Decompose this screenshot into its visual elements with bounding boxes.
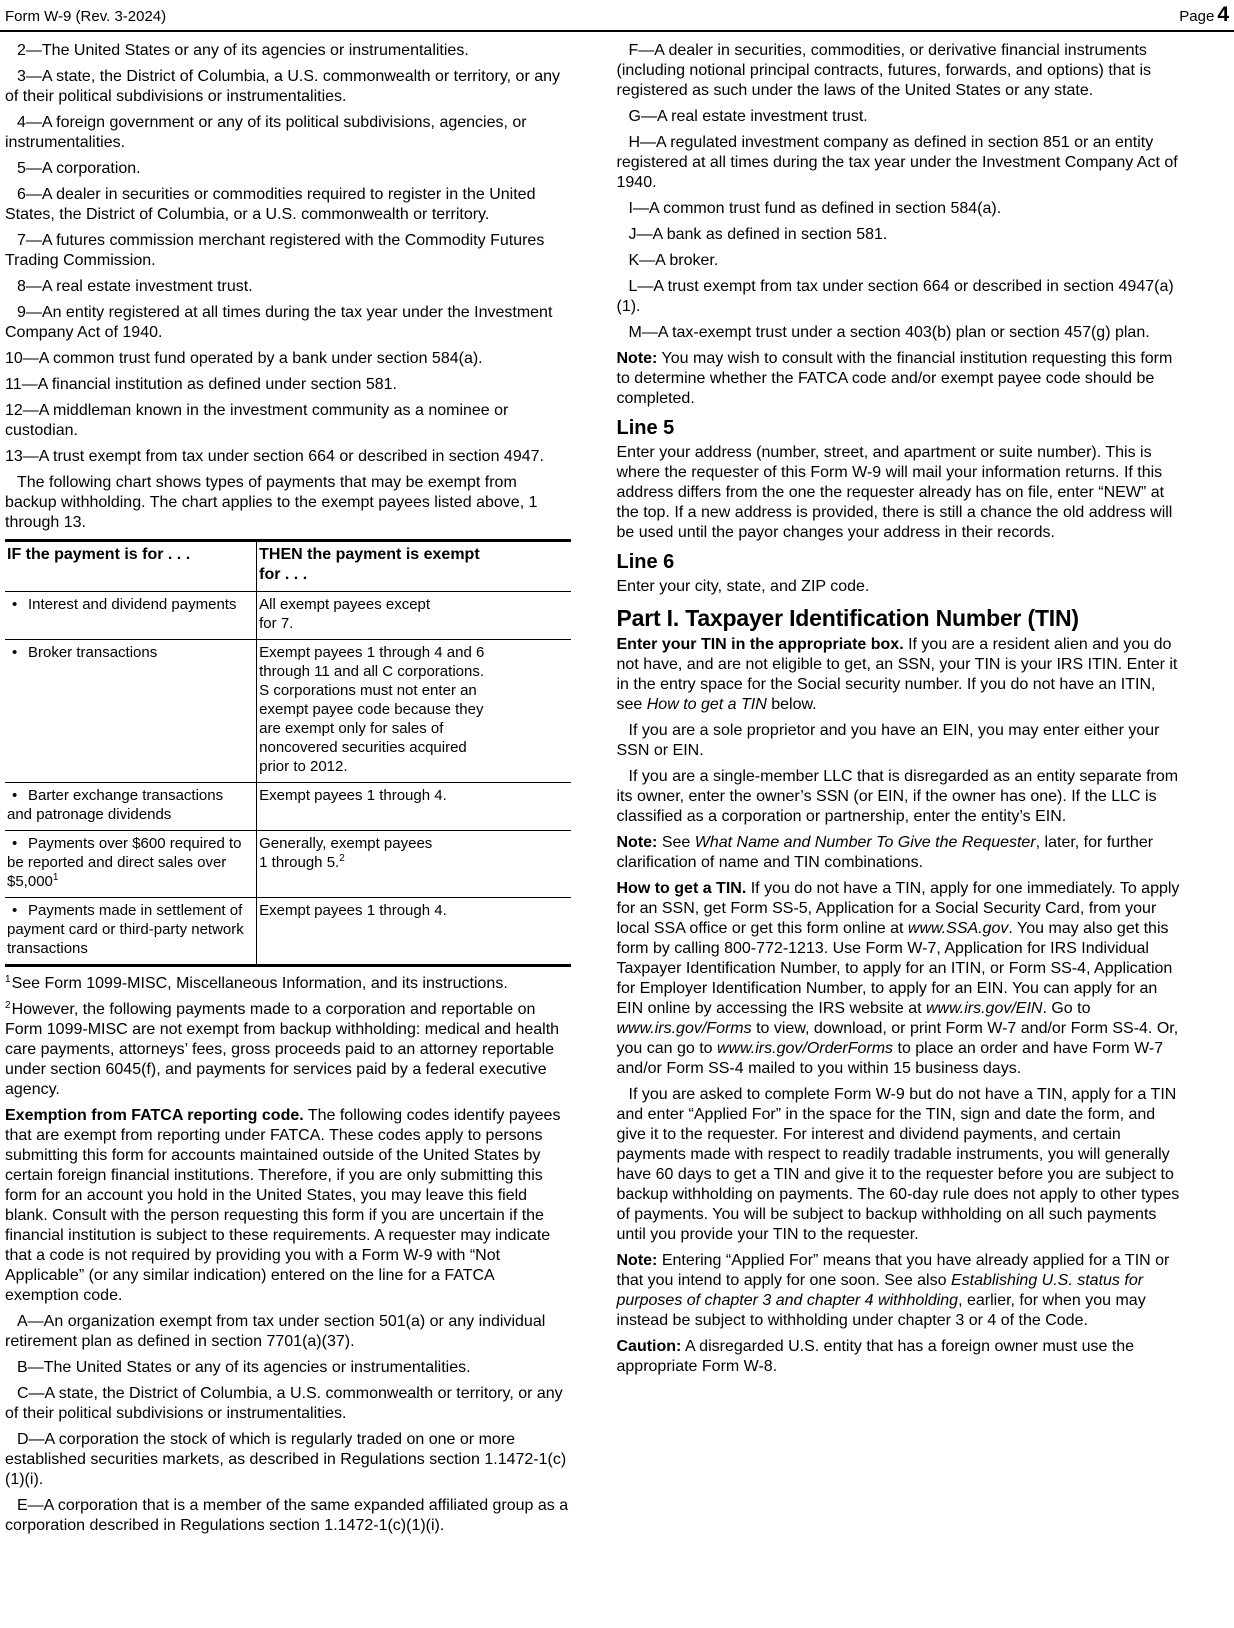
text-run: Exemption from FATCA reporting code.	[5, 1107, 304, 1124]
text-run: www.SSA.gov	[907, 920, 1009, 937]
page-label: Page	[1179, 8, 1215, 25]
text-run: 11—A financial institution as defined under section 581.	[5, 376, 397, 393]
text-run: noncovered securities acquired	[259, 739, 467, 756]
text-run: THEN the payment is exempt	[259, 546, 480, 563]
text-run: are exempt only for sales of	[259, 720, 444, 737]
text-run: Note:	[616, 1252, 658, 1269]
text-run: 1	[52, 872, 59, 883]
paragraph	[617, 443, 1183, 543]
text-run: What Name and Number To Give the Requester	[694, 834, 1036, 851]
text-run: F—A dealer in securities, commodities, or derivative financial instruments (including notional principal contracts, futures, forwards, and options) that is registered as such under the laws of the United States or any state.	[616, 42, 1151, 99]
caution-paragraph	[617, 1337, 1183, 1377]
text-run: Generally, exempt payees	[259, 835, 433, 852]
text-run: K—A broker.	[628, 252, 719, 269]
footnote	[5, 974, 571, 994]
text-run: See Form 1099-MISC, Miscellaneous Information, and its instructions.	[11, 975, 508, 992]
text-run: exempt payee code because they	[259, 701, 484, 718]
paragraph	[617, 635, 1183, 715]
chart-row	[5, 640, 571, 783]
text-run: prior to 2012.	[259, 758, 348, 775]
text-run: E—A corporation that is a member of the same expanded affiliated group as a corporation described in Regulations section 1.1472-1(c)(1)(i).	[5, 1497, 569, 1534]
text-run: B—The United States or any of its agencies or instrumentalities.	[17, 1359, 471, 1376]
text-run: Enter your address (number, street, and apartment or suite number). This is where the requester of this Form W-9 will mail your information returns. If this address differs from the one the requester already has on file, enter “NEW” at the top. If a new address is provided, there is still a chance the old address will be used until the payor changes your address in their records.	[616, 444, 1173, 541]
exempt-payee-item	[5, 113, 571, 153]
fatca-code-item	[5, 1384, 571, 1424]
text-run: for . . .	[259, 566, 308, 583]
fatca-code-item	[617, 199, 1183, 219]
text-run: IF the payment is for . . .	[7, 546, 191, 563]
fatca-code-item	[5, 1496, 571, 1536]
note-paragraph	[617, 1251, 1183, 1331]
page-number: 4	[1217, 3, 1229, 26]
text-run: Note:	[616, 834, 658, 851]
fatca-code-item	[617, 277, 1183, 317]
line-heading: Line 5	[616, 417, 675, 439]
text-run: Interest and dividend payments	[28, 596, 237, 613]
chart-cell	[257, 783, 571, 831]
exempt-payee-item	[5, 41, 571, 61]
part-heading: Part I. Taxpayer Identification Number (TIN)	[616, 605, 1079, 631]
text-run: , later, for further clarification of name and TIN combinations.	[616, 834, 1154, 871]
chart-cell	[257, 831, 571, 898]
text-run: 10—A common trust fund operated by a bank under section 584(a).	[5, 350, 483, 367]
chart-cell	[257, 592, 571, 640]
text-run: If you are asked to complete Form W-9 but do not have a TIN, apply for a TIN and enter “Applied For” in the space for the TIN, sign and date the form, and give it to the requester. For interest and dividend payments, and certain payments made with respect to readily tradable instruments, you will generally have 60 days to get a TIN and give it to the requester before you are subject to backup withholding on payments. The 60-day rule does not apply to other types of payments. You will be subject to backup withholding on all such payments until you provide your TIN to the requester.	[616, 1086, 1180, 1243]
text-run: Entering “Applied For” means that you have already applied for a TIN or that you intend to apply for one soon. See also	[616, 1252, 1170, 1289]
text-run: . Go to	[1042, 1000, 1091, 1017]
text-run: 4—A foreign government or any of its political subdivisions, agencies, or instrumentalities.	[5, 114, 527, 151]
text-run: below.	[766, 696, 817, 713]
text-run: Exempt payees 1 through 4 and 6	[259, 644, 485, 661]
chart-cell	[5, 592, 257, 640]
text-run: Payments made in settlement of payment card or third-party network transactions	[7, 902, 244, 957]
line-heading: Line 6	[616, 551, 675, 573]
paragraph	[617, 721, 1183, 761]
text-run: 1 through 5.	[259, 854, 340, 871]
text-run: to place an order and have Form W-7 and/or Form SS-4 mailed to you within 15 business days.	[616, 1040, 1164, 1077]
fatca-code-item	[617, 251, 1183, 271]
exempt-payee-item	[5, 231, 571, 271]
note-paragraph	[617, 349, 1183, 409]
exempt-payee-item	[5, 303, 571, 343]
text-run: G—A real estate investment trust.	[628, 108, 868, 125]
text-run: 3—A state, the District of Columbia, a U.S. commonwealth or territory, or any of their political subdivisions or instrumentalities.	[5, 68, 561, 105]
text-run: . You may also get this form by calling 800-772-1213. Use Form W-7, Application for IRS Individual Taxpayer Identification Number, to apply for an ITIN, or Form SS-4, Application for Employer Identification Number, to apply for an EIN. You can apply for an EIN online by accessing the IRS website at	[616, 920, 1173, 1017]
exempt-payee-item	[5, 67, 571, 107]
text-run: Payments over $600 required to be reported and direct sales over $5,000	[7, 835, 242, 890]
text-run: S corporations must not enter an	[259, 682, 477, 699]
text-run: If you are a single-member LLC that is disregarded as an entity separate from its owner, enter the owner’s SSN (or EIN, if the owner has one). If the LLC is classified as a corporation or partnership, enter the entity’s EIN.	[616, 768, 1179, 825]
chart-header-cell	[257, 541, 571, 592]
form-title: Form W-9 (Rev. 3-2024)	[5, 8, 167, 25]
chart-intro-paragraph	[5, 473, 571, 533]
text-run: www.irs.gov/OrderForms	[717, 1040, 894, 1057]
text-run: Enter your city, state, and ZIP code.	[616, 578, 870, 595]
chart-cell	[5, 783, 257, 831]
text-run: Broker transactions	[28, 644, 158, 661]
text-run: The following codes identify payees that are exempt from reporting under FATCA. These codes apply to persons submitting this form for accounts maintained outside of the United States by certain foreign financial institutions. Therefore, if you are only submitting this form for an account you hold in the United States, you may leave this field blank. Consult with the person requesting this form if you are uncertain if the financial institution is subject to these requirements. A requester may indicate that a code is not required by providing you with a Form W-9 with “Not Applicable” (or any similar indication) entered on the line for a FATCA exemption code.	[5, 1107, 561, 1304]
paragraph	[617, 767, 1183, 827]
text-run: Exempt payees 1 through 4.	[259, 787, 447, 804]
fatca-code-item	[617, 225, 1183, 245]
fatca-code-item	[617, 323, 1183, 343]
right-column	[617, 41, 1183, 1542]
chart-cell	[5, 831, 257, 898]
text-run: www.irs.gov/Forms	[616, 1020, 752, 1037]
paragraph	[617, 1085, 1183, 1245]
chart-cell	[257, 640, 571, 783]
text-run: 9—An entity registered at all times during the tax year under the Investment Company Act of 1940.	[5, 304, 553, 341]
chart-row	[5, 592, 571, 640]
text-run: 8—A real estate investment trust.	[17, 278, 253, 295]
text-run: Note:	[616, 350, 658, 367]
text-run: A—An organization exempt from tax under section 501(a) or any individual retirement plan as defined in section 7701(a)(37).	[5, 1313, 546, 1350]
text-run: M—A tax-exempt trust under a section 403(b) plan or section 457(g) plan.	[628, 324, 1150, 341]
text-run: See	[657, 834, 695, 851]
text-run: 5—A corporation.	[17, 160, 141, 177]
left-column	[5, 41, 571, 1542]
text-run: 7—A futures commission merchant registered with the Commodity Futures Trading Commission.	[5, 232, 545, 269]
fatca-code-item	[5, 1430, 571, 1490]
text-run: 13—A trust exempt from tax under section 664 or described in section 4947.	[5, 448, 544, 465]
paragraph	[617, 879, 1183, 1079]
text-run: If you are a resident alien and you do not have, and are not eligible to get, an SSN, your TIN is your IRS ITIN. Enter it in the entry space for the Social security number. If you do not have an ITIN, see	[616, 636, 1178, 713]
text-run: The following chart shows types of payments that may be exempt from backup withholding. The chart applies to the exempt payees listed above, 1 through 13.	[5, 474, 538, 531]
text-run: for 7.	[259, 615, 294, 632]
text-run: , earlier, for when you may instead be subject to withholding under chapter 3 or 4 of the Code.	[616, 1292, 1146, 1329]
exempt-payee-item	[5, 277, 571, 297]
chart-cell	[5, 640, 257, 783]
text-run: I—A common trust fund as defined in section 584(a).	[628, 200, 1002, 217]
exempt-payee-item	[5, 401, 571, 441]
text-run: If you are a sole proprietor and you have an EIN, you may enter either your SSN or EIN.	[616, 722, 1160, 759]
text-run: www.irs.gov/EIN	[926, 1000, 1043, 1017]
text-run: Barter exchange transactions and patronage dividends	[7, 787, 224, 823]
text-run: L—A trust exempt from tax under section 664 or described in section 4947(a)(1).	[616, 278, 1174, 315]
fatca-code-item	[617, 133, 1183, 193]
text-run: Exempt payees 1 through 4.	[259, 902, 447, 919]
exempt-payee-item	[5, 447, 571, 467]
text-run: 6—A dealer in securities or commodities required to register in the United States, the District of Columbia, or a U.S. commonwealth or territory.	[5, 186, 536, 223]
fatca-exemption-paragraph	[5, 1106, 571, 1306]
bullet-marker: •	[12, 644, 18, 661]
fatca-code-item	[5, 1312, 571, 1352]
text-run: How to get a TIN.	[616, 880, 747, 897]
chart-row	[5, 783, 571, 831]
exempt-payee-item	[5, 349, 571, 369]
text-run: Enter your TIN in the appropriate box.	[616, 636, 904, 653]
bullet-marker: •	[12, 787, 18, 804]
footnote	[5, 1000, 571, 1100]
text-run: A disregarded U.S. entity that has a foreign owner must use the appropriate Form W-8.	[616, 1338, 1135, 1375]
fatca-code-item	[617, 107, 1183, 127]
text-run: J—A bank as defined in section 581.	[628, 226, 888, 243]
text-run: Caution:	[616, 1338, 682, 1355]
paragraph	[617, 577, 1183, 597]
fatca-code-item	[617, 41, 1183, 101]
text-run: 2	[5, 999, 11, 1011]
bullet-marker: •	[12, 596, 18, 613]
bullet-marker: •	[12, 902, 18, 919]
bullet-marker: •	[12, 835, 18, 852]
exempt-payment-chart	[5, 539, 571, 967]
text-run: 1	[5, 973, 11, 985]
chart-header-row	[5, 541, 571, 592]
page-indicator	[1179, 5, 1229, 27]
chart-header-cell	[5, 541, 257, 592]
text-run: However, the following payments made to a corporation and reportable on Form 1099-MISC are not exempt from backup withholding: medical and health care payments, attorneys’ fees, gross proceeds paid to an attorney reportable under section 6045(f), and payments for services paid by a federal executive agency.	[5, 1001, 560, 1098]
exempt-payee-item	[5, 159, 571, 179]
note-paragraph	[617, 833, 1183, 873]
chart-row	[5, 898, 571, 966]
text-run: Establishing U.S. status for purposes of chapter 3 and chapter 4 withholding	[616, 1272, 1144, 1309]
text-run: You may wish to consult with the financial institution requesting this form to determine whether the FATCA code and/or exempt payee code should be completed.	[616, 350, 1173, 407]
text-run: 2—The United States or any of its agencies or instrumentalities.	[17, 42, 469, 59]
text-run: C—A state, the District of Columbia, a U.S. commonwealth or territory, or any of their political subdivisions or instrumentalities.	[5, 1385, 563, 1422]
fatca-code-item	[5, 1358, 571, 1378]
exempt-payee-item	[5, 185, 571, 225]
chart-cell	[257, 898, 571, 966]
text-run: If you do not have a TIN, apply for one immediately. To apply for an SSN, get Form SS-5, Application for a Social Security Card, from your local SSA office or get this form online at	[616, 880, 1180, 937]
exempt-payee-item	[5, 375, 571, 395]
chart-cell	[5, 898, 257, 966]
text-run: through 11 and all C corporations.	[259, 663, 485, 680]
chart-row	[5, 831, 571, 898]
page-header	[0, 0, 1234, 30]
text-run: All exempt payees except	[259, 596, 431, 613]
text-run: to view, download, or print Form W-7 and/or Form SS-4. Or, you can go to	[616, 1020, 1179, 1057]
text-run: D—A corporation the stock of which is regularly traded on one or more established securities markets, as described in Regulations section 1.1472-1(c)(1)(i).	[5, 1431, 567, 1488]
text-run: H—A regulated investment company as defined in section 851 or an entity registered at all times during the tax year under the Investment Company Act of 1940.	[616, 134, 1178, 191]
document-body	[0, 32, 1234, 1542]
text-run: How to get a TIN	[646, 696, 767, 713]
text-run: 12—A middleman known in the investment community as a nominee or custodian.	[5, 402, 509, 439]
text-run: 2	[339, 853, 345, 864]
